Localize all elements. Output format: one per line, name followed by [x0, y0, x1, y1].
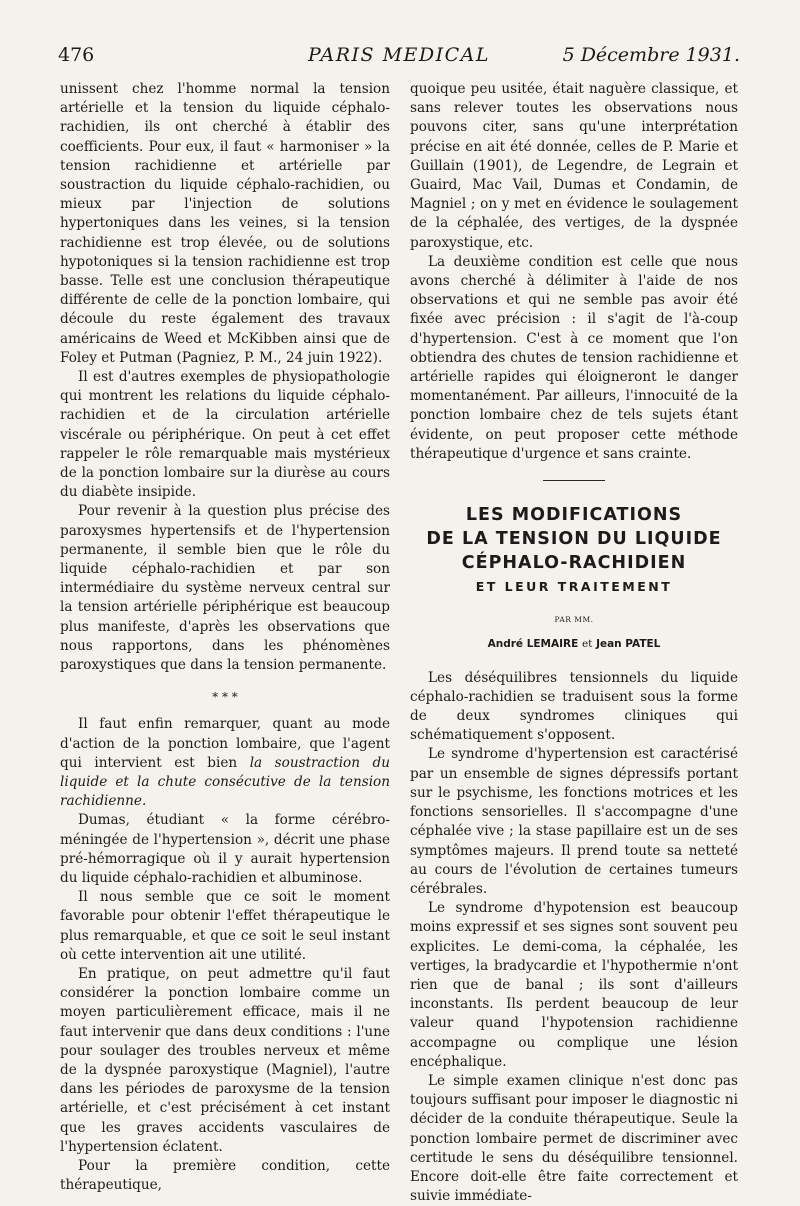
right-column	[410, 80, 738, 1206]
article-subtitle: ET LEUR TRAITEMENT	[475, 579, 673, 595]
paragraph: La deuxième condition est celle que nous avons cherché à délimiter à l'aide de nos observations et qui ne semble pas avoir été fixée avec précision : il s'agit de l'à-coup d'hypertension. C'est à ce moment que l'on obtiendra des chutes de tension rachidienne et artérielle rapides qui éloigneront le danger momentanément. Par ailleurs, l'innocuité de la ponction lombaire chez de tels sujets étant évidente, on peut proposer cette méthode thérapeutique d'urgence et sans crainte.	[410, 253, 738, 462]
article-title-line: LES MODIFICATIONS	[465, 505, 683, 526]
article-authors	[410, 635, 738, 654]
paragraph: unissent chez l'homme normal la tension artérielle et la tension du liquide céphalo-rachidien, ils ont cherché à établir des coefficients. Pour eux, il faut « harmoniser » la tension rachidienne et artérielle par soustraction du liquide céphalo-rachidien, ou mieux par l'injection de solutions hypertoniques dans les veines, si la tension rachidienne est trop élevée, ou de solutions hypotoniques si la tension rachidienne est trop basse. Telle est une conclusion thérapeutique différente de celle de la ponction lombaire, qui découle du reste également des travaux américains de Weed et McKibben ainsi que de Foley et Putman (Pagniez, P. M., 24 juin 1922).	[60, 81, 390, 366]
paragraph: Le simple examen clinique n'est donc pas toujours suffisant pour imposer le diagnostic ni décider de la conduite thérapeutique. Seule la ponction lombaire permet de discriminer avec certitude le sens du déséquilibre tensionnel. Encore doit-elle être faite correctement et suivie immédiate-	[410, 1072, 738, 1205]
paragraph: Pour la première condition, cette thérapeutique,	[60, 1157, 390, 1194]
paragraph: Les déséquilibres tensionnels du liquide céphalo-rachidien se traduisent sous la forme de deux syndromes cliniques qui schématiquement s'opposent.	[410, 669, 738, 744]
paragraph: quoique peu usitée, était naguère classique, et sans relever toutes les observations nous pouvons citer, sans qu'une interprétation précise en ait été donnée, celles de P. Marie et Guillain (1901), de Legendre, de Legrain et Guaird, Mac Vail, Dumas et Condamin, de Magniel ; on y met en évidence le soulagement de la céphalée, des vertiges, de la dyspnée paroxystique, etc.	[410, 81, 738, 251]
divider	[543, 480, 605, 481]
issue-date: 5 Décembre 1931.	[562, 44, 740, 66]
article-title	[410, 503, 738, 575]
section-separator: * * *	[212, 690, 238, 705]
paragraph-text: Il faut enfin remarquer, quant au mode d'action de la ponction lombaire, que l'agent qui intervient est bien	[60, 716, 390, 771]
left-column	[60, 80, 390, 1195]
paragraph: Dumas, étudiant « la forme cérébro-méningée de l'hypertension », décrit une phase pré-hémorragique où il y aurait hypertension du liquide céphalo-rachidien et albuminose.	[60, 812, 390, 886]
page-header	[58, 44, 740, 72]
article-title-line: DE LA TENSION DU LIQUIDE	[426, 529, 722, 550]
author-conjunction: et	[581, 638, 593, 651]
paragraph: Le syndrome d'hypotension est beaucoup moins expressif et ses signes sont souvent peu explicites. Le demi-coma, la céphalée, les vertiges, la bradycardie et l'hypothermie n'ont rien que de banal ; ils sont d'ailleurs inconstants. Ils perdent beaucoup de leur valeur quand l'hypotension rachidienne accompagne ou complique une lésion encéphalique.	[410, 900, 738, 1070]
emphasized-text: la soustraction du liquide et la chute consécutive de la tension rachidienne.	[60, 754, 390, 810]
author-name: Jean PATEL	[596, 638, 661, 651]
page-number: 476	[58, 44, 95, 66]
author-name: André LEMAIRE	[487, 638, 579, 651]
paragraph: Il nous semble que ce soit le moment favorable pour obtenir l'effet thérapeutique le plus remarquable, et que ce soit le seul instant où cette intervention ait une utilité.	[60, 889, 390, 963]
paragraph: Pour revenir à la question plus précise des paroxysmes hypertensifs et de l'hypertension permanente, il semble bien que le rôle du liquide céphalo-rachidien et par son intermédiaire du système nerveux central sur la tension artérielle périphérique est beaucoup plus manifeste, d'après les observations que nous rapportons, dans les phénomènes paroxystiques que dans la tension permanente.	[60, 503, 390, 674]
paragraph	[60, 715, 390, 811]
paragraph: En pratique, on peut admettre qu'il faut considérer la ponction lombaire comme un moyen particulièrement efficace, mais il ne faut intervenir que dans deux conditions : l'une pour soulager des troubles nerveux et même de la dyspnée paroxystique (Magniel), l'autre dans les périodes de paroxysme de la tension artérielle, et c'est précisément à cet instant que les graves accidents vasculaires de l'hypertension éclatent.	[60, 965, 390, 1155]
journal-title: PARIS MEDICAL	[307, 44, 491, 66]
article-title-line: CÉPHALO-RACHIDIEN	[461, 553, 687, 574]
paragraph: Il est d'autres exemples de physiopathologie qui montrent les relations du liquide céphalo-rachidien et de la circulation artérielle viscérale ou périphérique. On peut à cet effet rappeler le rôle remarquable mais mystérieux de la ponction lombaire sur la diurèse au cours du diabète insipide.	[60, 369, 390, 501]
paragraph: Le syndrome d'hypertension est caractérisé par un ensemble de signes dépressifs portant sur le psychisme, les fonctions motrices et les fonctions sensorielles. Il s'accompagne d'une céphalée vive ; la stase papillaire est un de ses symptômes majeurs. Il prend toute sa netteté au cours de l'évolution de certaines tumeurs cérébrales.	[410, 746, 738, 897]
byline-par: PAR MM.	[554, 615, 594, 625]
